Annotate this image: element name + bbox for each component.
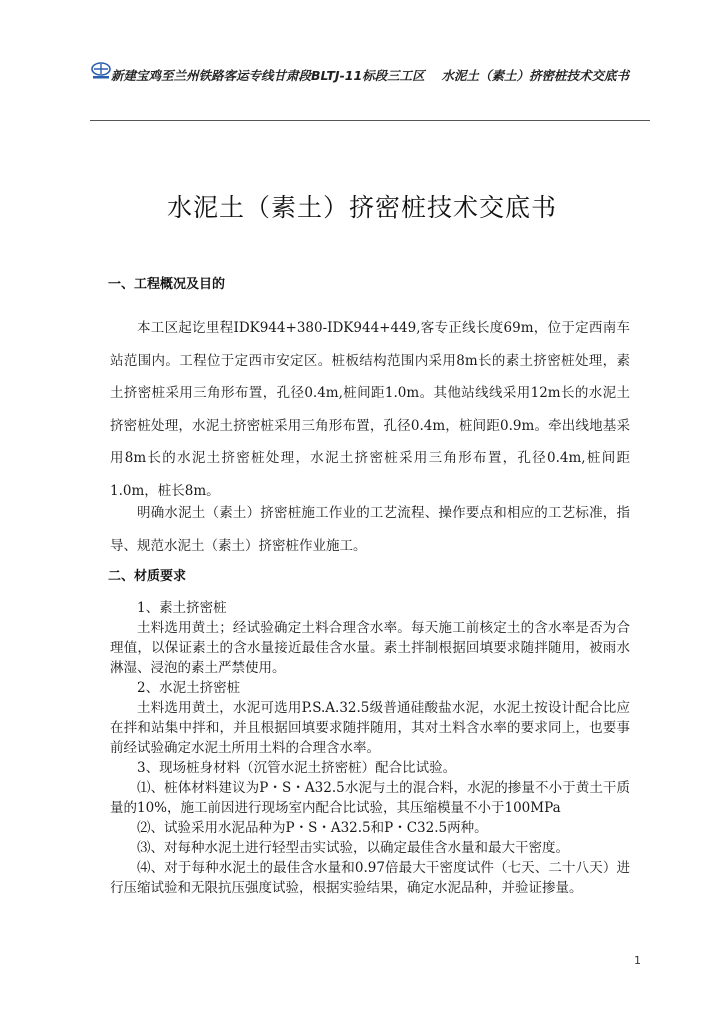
item2-title: 2、水泥土挤密桩 <box>137 680 241 696</box>
item1-body: 土料选用黄土；经试验确定土料合理含水率。每天施工前核定土的含水率是否为合理值，以保证素土的含水量接近最佳含水量。素土拌制根据回填要求随拌随用，被雨水淋湿、浸泡的素土严禁使用。 <box>110 620 630 676</box>
item3-sub4: ⑷、对于每种水泥土的最佳含水量和0.97倍最大干密度试件（七天、二十八天）进行压缩试验和无限抗压强度试验，根据实验结果，确定水泥品种，并验证掺量。 <box>110 860 630 896</box>
purpose-paragraph: 明确水泥土（素土）挤密桩施工作业的工艺流程、操作要点和相应的工艺标准，指导、规范水泥土（素土）挤密桩作业施工。 <box>110 505 630 554</box>
materials-content <box>110 598 630 898</box>
item3-sub1: ⑴、桩体材料建议为P・S・A32.5水泥与土的混合料，水泥的掺量不小于黄土干质量的10%，施工前因进行现场室内配合比试验，其压缩模量不小于100MPa <box>110 780 630 816</box>
page-header <box>90 60 650 92</box>
document-title: 水泥土（素土）挤密桩技术交底书 <box>166 193 557 222</box>
section-heading-materials: 二、材质要求 <box>108 569 187 584</box>
overview-paragraph: 本工区起讫里程IDK944+380-IDK944+449,客专正线长度69m，位于定西南车站范围内。工程位于定西市安定区。桩板结构范围内采用8m长的素土挤密桩处理，素土挤密桩采用三角形布置，孔径0.4m,桩间距1.0m。其他站线线采用12m长的水泥土挤密桩处理，水泥土挤密桩采用三角形布置，孔径0.4m，桩间距0.9m。牵出线地基采用8m长的水泥土挤密桩处理，水泥土挤密桩采用三角形布置，孔径0.4m,桩间距1.0m，桩长8m。 <box>110 320 630 499</box>
section-heading-overview: 一、工程概况及目的 <box>108 277 226 292</box>
header-text: 新建宝鸡至兰州铁路客运专线甘肃段BLTJ-11标段三工区 水泥土（素土）挤密桩技术交底书 <box>110 68 630 83</box>
item1-title: 1、素土挤密桩 <box>137 600 227 616</box>
item3-sub2: ⑵、试验采用水泥品种为P・S・A32.5和P・C32.5两种。 <box>137 820 488 836</box>
page-number: 1 <box>634 954 641 967</box>
company-logo-icon <box>90 62 112 80</box>
header-divider <box>90 120 650 121</box>
item2-body: 土料选用黄土，水泥可选用P.S.A.32.5级普通硅酸盐水泥，水泥土按设计配合比应在拌和站集中拌和，并且根据回填要求随拌随用，其对土料含水率的要求同上，也要事前经试验确定水泥土所用土料的合理含水率。 <box>110 700 630 756</box>
item3-title: 3、现场桩身材料（沉管水泥土挤密桩）配合比试验。 <box>137 760 457 776</box>
item3-sub3: ⑶、对每种水泥土进行轻型击实试验，以确定最佳含水量和最大干密度。 <box>137 840 569 856</box>
